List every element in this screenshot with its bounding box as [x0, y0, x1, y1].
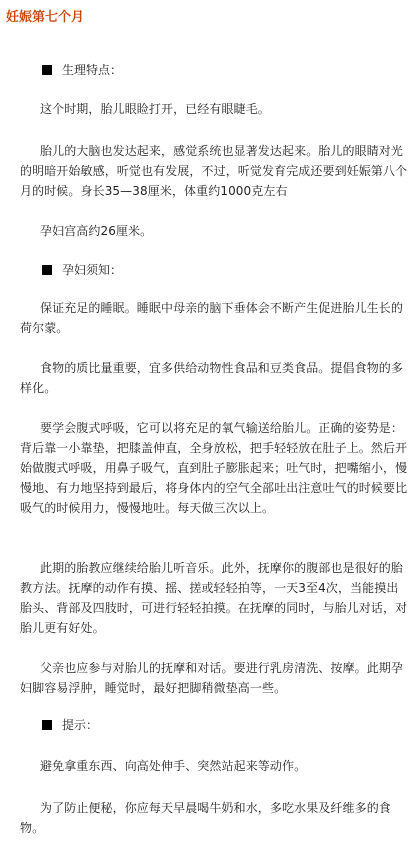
section-heading-notes	[42, 261, 122, 279]
section-heading-label: 生理特点：	[62, 63, 123, 77]
paragraph: 孕妇宫高约26厘米。	[40, 224, 153, 238]
black-square-icon	[42, 65, 52, 75]
paragraph: 要学会腹式呼吸，它可以将充足的氧气输送给胎儿。正确的姿势是：背后靠一小靠垫，把膝盖伸直，全身放松，把手轻轻放在肚子上。然后开始做腹式呼吸，用鼻子吸气，直到肚子膨胀起来；吐气时，把嘴缩小，慢慢地、有力地坚持到最后，将身体内的空气全部吐出注意吐气的时候要比吸气的时候用力，慢慢地吐。每天做三次以上。	[20, 421, 408, 515]
paragraph: 为了防止便秘，你应每天早晨喝牛奶和水，多吃水果及纤维多的食物。	[20, 801, 391, 835]
paragraph: 避免拿重东西、向高处伸手、突然站起来等动作。	[40, 759, 307, 773]
paragraph: 保证充足的睡眠。睡眠中母亲的脑下垂体会不断产生促进胎儿生长的荷尔蒙。	[20, 301, 404, 335]
section-heading-label: 提示：	[62, 718, 99, 732]
paragraph: 食物的质比量重要，宜多供给动物性食品和豆类食品。提倡食物的多样化。	[20, 361, 404, 395]
paragraph: 这个时期，胎儿眼睑打开，已经有眼睫毛。	[40, 102, 270, 116]
paragraph: 胎儿的大脑也发达起来，感觉系统也显著发达起来。胎儿的眼睛对光的明暗开始敏感，听觉也有发展，不过，听觉发育完成还要到妊娠第八个月的时候。身长35—38厘米，体重约1000克左右	[20, 144, 408, 198]
paragraph: 父亲也应参与对胎儿的抚摩和对话。要进行乳房清洗、按摩。此期孕妇脚容易浮肿，睡觉时，最好把脚稍微垫高一些。	[20, 661, 404, 695]
article-title: 妊娠第七个月	[6, 10, 85, 25]
black-square-icon	[42, 720, 52, 730]
section-heading-tips	[42, 716, 98, 734]
section-heading-label: 孕妇须知：	[62, 263, 123, 277]
black-square-icon	[42, 265, 52, 275]
paragraph: 此期的胎教应继续给胎儿听音乐。此外，抚摩你的腹部也是很好的胎教方法。抚摩的动作有摸、摇、搓或轻轻拍等，一天3至4次，当能摸出胎头、背部及四肢时，可进行轻轻拍摸。在抚摩的同时，与胎儿对话，对胎儿更有好处。	[20, 561, 408, 635]
section-heading-physiology	[42, 61, 122, 79]
